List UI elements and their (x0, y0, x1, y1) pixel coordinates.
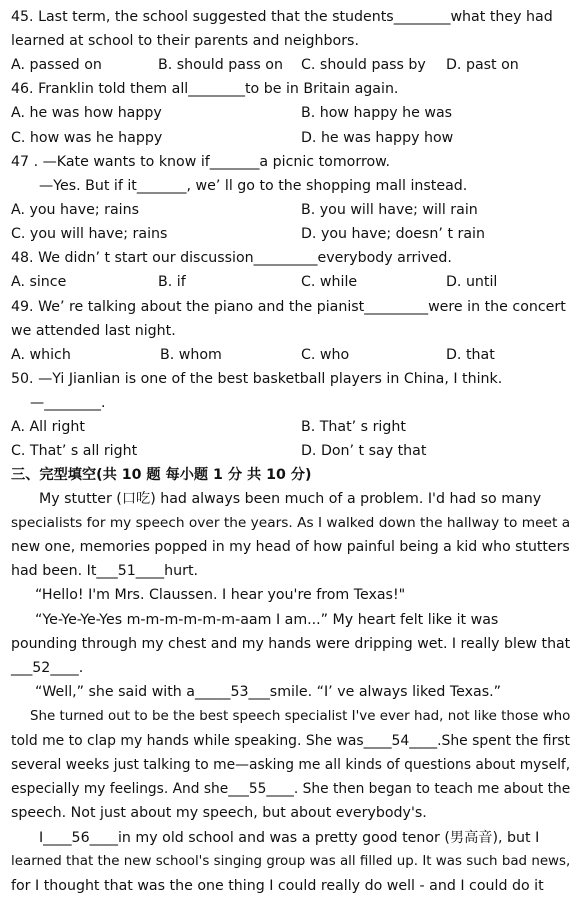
passage-line: “Well,” she said with a_____53___smile. “I’ ve always liked Texas.” (35, 684, 501, 700)
q49-option-b: B. whom (160, 347, 222, 363)
passage-line: especially my feelings. And she___55____. She then began to teach me about the (11, 781, 571, 797)
passage-line: several weeks just talking to me—asking me all kinds of questions about myself, (11, 757, 571, 773)
q49-option-a: A. which (11, 347, 71, 363)
q50-option-c: C. That’ s all right (11, 443, 138, 459)
passage-line: learned that the new school's singing group was all filled up. It was such bad news, (11, 854, 571, 869)
section-title: 三、完型填空(共 10 题 每小题 1 分 共 10 分) (11, 467, 312, 483)
passage-line: specialists for my speech over the years. As I walked down the hallway to meet a (11, 515, 571, 531)
q48-option-a: A. since (11, 274, 67, 290)
q45-option-a: A. passed on (11, 57, 102, 73)
q46-option-c: C. how was he happy (11, 130, 163, 146)
q47-option-a: A. you have; rains (11, 202, 140, 218)
q49-stem-cont: we attended last night. (11, 323, 176, 339)
q47-option-b: B. you will have; will rain (301, 202, 478, 218)
q49-option-d: D. that (446, 347, 495, 363)
q50-stem: 50. —Yi Jianlian is one of the best basketball players in China, I think. (11, 371, 503, 387)
q47-option-c: C. you will have; rains (11, 226, 168, 242)
passage-line: “Hello! I'm Mrs. Claussen. I hear you're from Texas!" (35, 587, 406, 603)
passage-line: for I thought that was the one thing I could really do well - and I could do it (11, 878, 544, 894)
q45-option-b: B. should pass on (158, 57, 283, 73)
q46-option-a: A. he was how happy (11, 105, 162, 121)
q48-option-d: D. until (446, 274, 498, 290)
q50-option-a: A. All right (11, 419, 85, 435)
passage-line: pounding through my chest and my hands were dripping wet. I really blew that (11, 636, 571, 652)
passage-line: ___52____. (11, 660, 84, 676)
passage-line: “Ye-Ye-Ye-Yes m-m-m-m-m-m-aam I am...” My heart felt like it was (35, 612, 499, 628)
passage-line: told me to clap my hands while speaking. She was____54____.She spent the first (11, 733, 571, 749)
passage-line: My stutter (口吃) had always been much of a problem. I'd had so many (39, 491, 542, 507)
q45-stem-cont: learned at school to their parents and neighbors. (11, 33, 359, 49)
q46-option-d: D. he was happy how (301, 130, 454, 146)
q48-option-c: C. while (301, 274, 358, 290)
q45-option-d: D. past on (446, 57, 519, 73)
q45-stem: 45. Last term, the school suggested that the students________what they had (11, 9, 553, 25)
q45-option-c: C. should pass by (301, 57, 426, 73)
q50-option-d: D. Don’ t say that (301, 443, 427, 459)
q49-stem: 49. We’ re talking about the piano and the pianist_________were in the concert (11, 299, 566, 315)
q50-option-b: B. That’ s right (301, 419, 406, 435)
q48-stem: 48. We didn’ t start our discussion_________everybody arrived. (11, 250, 452, 266)
passage-line: had been. It___51____hurt. (11, 563, 199, 579)
passage-line: new one, memories popped in my head of how painful being a kid who stutters (11, 539, 570, 555)
q46-option-b: B. how happy he was (301, 105, 453, 121)
q47-stem: 47 . —Kate wants to know if_______a picnic tomorrow. (11, 154, 390, 170)
passage-line: speech. Not just about my speech, but about everybody's. (11, 805, 427, 821)
q47-stem-reply: —Yes. But if it_______, we’ ll go to the shopping mall instead. (39, 178, 468, 194)
q49-option-c: C. who (301, 347, 350, 363)
q48-option-b: B. if (158, 274, 186, 290)
q47-option-d: D. you have; doesn’ t rain (301, 226, 485, 242)
passage-line: I____56____in my old school and was a pretty good tenor (男高音), but I (39, 830, 540, 846)
q50-blank: —________. (30, 395, 106, 411)
q46-stem: 46. Franklin told them all________to be in Britain again. (11, 81, 399, 97)
passage-line: She turned out to be the best speech specialist I've ever had, not like those who (30, 709, 571, 724)
